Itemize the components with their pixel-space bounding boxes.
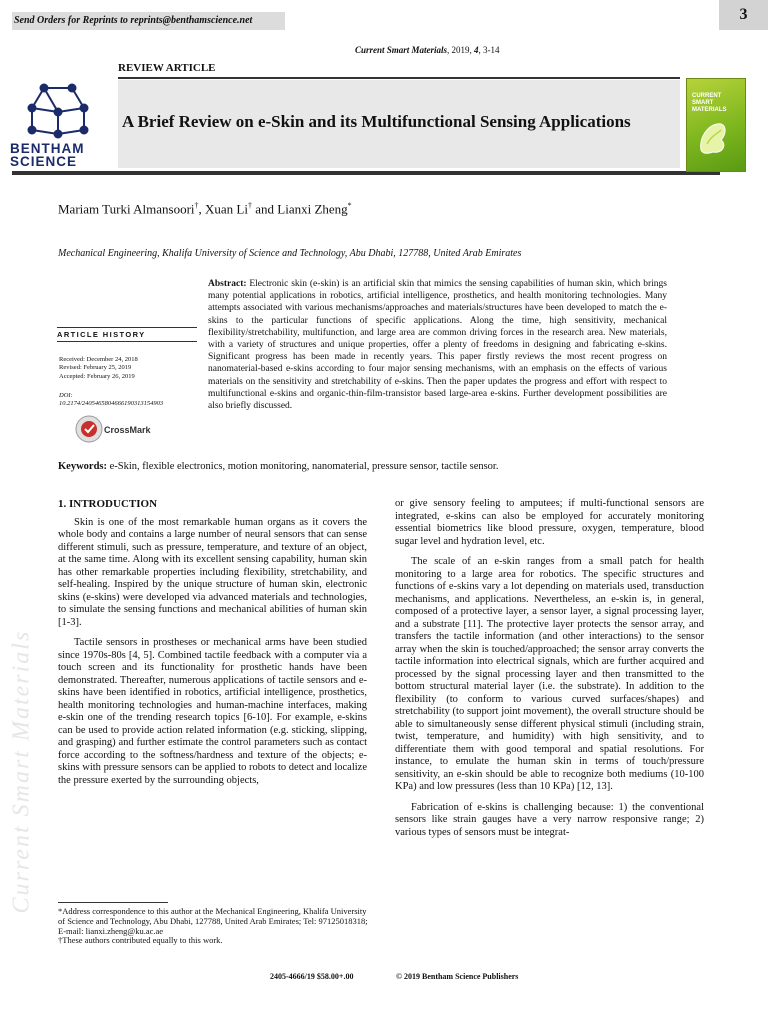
accepted-date: Accepted: February 26, 2019 — [59, 373, 135, 380]
page-number: 3 — [719, 0, 768, 30]
bentham-wordmark-line2: SCIENCE — [10, 154, 78, 169]
doi-link[interactable]: 10.2174/2405465804666190313154903 — [59, 400, 164, 407]
reprint-notice: Send Orders for Reprints to reprints@benthamscience.net — [12, 12, 285, 30]
doi-label: DOI: — [59, 392, 73, 399]
article-title: A Brief Review on e-Skin and its Multifunctional Sensing Applications — [122, 112, 631, 131]
cover-title-line1: CURRENT — [692, 93, 722, 99]
author-1: Mariam Turki Almansoori — [58, 201, 195, 217]
body-left-column — [58, 498, 367, 795]
body-right-column — [395, 498, 704, 847]
paragraph: or give sensory feeling to amputees; if multi-functional sensors are integrated, e-skins can also be employed for accurately monitoring essential biometrics like blood pressure, oxygen, temperature, blood sugar level and hydration level, etc. — [395, 498, 704, 547]
abstract-label: Abstract: — [208, 279, 247, 289]
keywords — [58, 461, 698, 472]
keywords-text: e-Skin, flexible electronics, motion monitoring, nanomaterial, pressure sensor, tactile sensor. — [107, 461, 499, 472]
cover-illustration-icon — [697, 120, 729, 156]
author-list — [58, 201, 698, 217]
paragraph: Fabrication of e-skins is challenging because: 1) the conventional sensors like strain gauges have a very narrow responsive range; 2) various types of sensors must be integrat- — [395, 801, 704, 838]
author-3-mark: * — [347, 201, 352, 210]
equal-contribution-note: †These authors contributed equally to this work. — [58, 935, 223, 946]
cover-title — [692, 93, 744, 114]
received-date: Received: December 24, 2018 — [59, 356, 138, 363]
journal-name: Current Smart Materials — [355, 45, 448, 55]
author-1-mark: † — [194, 201, 199, 210]
journal-volume: 4 — [474, 45, 479, 55]
header-rule — [12, 171, 720, 175]
journal-year: , 2019, — [447, 45, 475, 55]
paragraph: Skin is one of the most remarkable human organs as it covers the whole body and contains a large number of neural sensors that can sense different stimuli, such as pressure, temperature, and texture of an object, at the same time. Along with its excellent sensing capability, human skin has other remarkable properties including flexibility, stretchability, and self-healing. Inspired by the unique structure of human skin, electronic skins (e-skins) were developed via advanced materials and technologies, to simulate the sensing functions and mechanical abilities of human skin [1-3]. — [58, 516, 367, 628]
affiliation: Mechanical Engineering, Khalifa University of Science and Technology, Abu Dhabi, 127788, United Arab Emirates — [58, 248, 522, 259]
keywords-label: Keywords: — [58, 461, 107, 472]
paragraph: The scale of an e-skin ranges from a small patch for health monitoring to a large area for robotics. The specific structures and functions of e-skins vary a lot depending on materials used, transduction mechanisms, and applications. Nevertheless, an e-skin is, in general, composed of a protective layer, a sensor layer, a signal processing layer, and a substrate [11]. The protective layer protects the sensor array, and transfers the tactile information (and other interactions) to the sensor array when the skin is touched/approached; the sensor array converts the tactile information into electrical signals, which are further acquired and processed by the signal processing layer and then transmitted to the bottom structural material layer (i.e. the substrate). In addition to the flexibility (to conform to various curved surfaces/shapes) and stretchability (to support joint movement), the overall structure should be able to simultaneously sense different physical stimuli (including strain, twist, temperature, and humidity) with high sensitivity, and to differentiate them with good temporal and spatial resolutions. For instance, to emulate the human skin in terms of touch/pressure sensitivity, an e-skin should be able to recognize both mediums (10-100 KPa) and low pressures (less than 10 KPa) [12, 13]. — [395, 556, 704, 792]
section-heading: 1. INTRODUCTION — [58, 498, 158, 510]
article-type: REVIEW ARTICLE — [118, 60, 680, 79]
author-3: Lianxi Zheng — [277, 201, 348, 217]
cover-title-line2: SMART MATERIALS — [692, 100, 727, 113]
journal-side-watermark: Current Smart Materials — [8, 629, 35, 914]
journal-citation — [355, 45, 715, 55]
author-2-mark: † — [247, 201, 252, 210]
copyright: © 2019 Bentham Science Publishers — [396, 972, 519, 981]
paragraph: Tactile sensors in prostheses or mechanical arms have been studied since 1970s-80s [4, 5]. Combined tactile feedback with a computer via a touch screen and its functionality for prosthetic hands have been demonstrated. Thereafter, numerous applications of tactile sensors and e-skins have been identified in robotics, artificial intelligence, prosthetics, health monitoring technologies and human-machine interfaces, making e-skin one of the trending research topics [6-10]. For example, e-skins can be used to provide action related information (e.g. sticking, slipping, and grasping) and further estimate the control parameters such as contact force according to the softness/hardness and texture of the objects; e-skins with pressure sensors can be applied to robots to detect and localize the pressure exerted by the surrounding objects, — [58, 637, 367, 786]
revised-date: Revised: February 25, 2019 — [59, 364, 132, 371]
bentham-wordmark — [10, 142, 110, 168]
issn-price: 2405-4666/19 $58.00+.00 — [270, 972, 354, 981]
footnote-rule — [58, 902, 168, 903]
footnote — [58, 907, 370, 946]
abstract — [208, 278, 667, 412]
author-separator: and — [251, 201, 278, 217]
correspondence-note: *Address correspondence to this author at the Mechanical Engineering, Khalifa University of Science and Technology, Abu Dhabi, 127788, United Arab Emirates; Tel: 97125018318; E-mail: lianxi.zheng@ku.ac.ae — [58, 906, 368, 936]
article-history-heading: ARTICLE HISTORY — [57, 327, 197, 342]
crossmark-label[interactable]: CrossMark — [104, 425, 151, 435]
bentham-wordmark-line1: BENTHAM — [10, 141, 85, 156]
author-separator: , — [198, 201, 206, 217]
author-2: Xuan Li — [205, 201, 248, 217]
journal-pages: , 3-14 — [478, 45, 500, 55]
abstract-text: Electronic skin (e-skin) is an artificial skin that mimics the sensing capabilities of human skin, which brings many potential applications in robotics, artificial intelligence, prosthetics, and health monitoring technologies. Many attempts associated with various mechanisms/approaches and materials/structures have been developed to match the e-skins to the particular functions of specific applications. Along the time, high sensitivity, mechanical flexibility/stretchability, multifunction, and large area are common driving forces in the research area. New materials, with a variety of structures and unique properties, offer a plenty of freedoms in designing and fabricating e-skins. Significant progress has been made in recently years. This paper firstly reviews the most recent progress on nanomaterial-based e-skins according to four major sensing mechanisms, with an emphasis on the effects of various materials on the sensitivity and stretchability of e-skins. Then the paper updates the progress and effort with respect to multifunctional e-skins and organic-thin-film-transistor based large-area e-skins. Further development possibilities are also briefly discussed. — [208, 279, 667, 412]
